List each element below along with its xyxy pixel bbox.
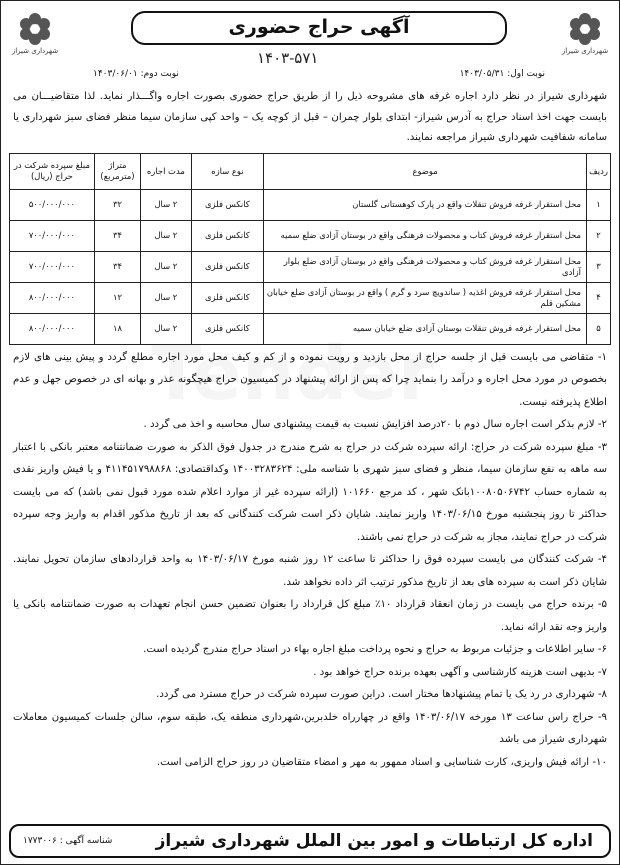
table-row [10,251,611,282]
intro-paragraph: شهرداری شیراز در نظر دارد اجاره غرفه های مشروحه ذیل را از طریق حراج حضوری بصورت اجاره واگـــذار نماید. لذا متقاضیـــان می بایست جهت اخذ اسناد حراج به آدرس شیراز- ابتدای بلوار چمران – قبل از کوچه یک – واحد کپی سازمان سیما منظر فضای سبز شهرداری یا سامانه شفافیت شهرداری شیراز مراجعه نمایند. [13,91,607,143]
condition-item: ۴- شرکت کنندگان می بایست سپرده فوق را حداکثر تا ساعت ۱۲ روز شنبه مورخ ۱۴۰۳/۰۶/۱۷ به واحد قراردادهای سازمان تحویل نمایند. شایان ذکر است به سپرده های بعد از تاریخ مذکور ترتیب اثر داده نخواهد شد. [13,554,607,588]
header-lease-term: مدت اجاره [141,153,191,189]
table-row [10,313,611,344]
cell-row-number: ۵ [587,313,611,344]
cell-row-number: ۴ [587,282,611,313]
cell-structure-type: کانکس فلزی [191,313,264,344]
cell-lease-term: ۲ سال [141,220,191,251]
first-notice-label: نوبت اول: [507,69,545,79]
conditions-list [13,347,607,775]
table-row [10,220,611,251]
notice-header [9,7,611,85]
condition-item: ۵- برنده حراج می بایست در زمان انعقاد قرارداد ۱۰٪ مبلغ کل قرارداد را بعنوان تضمین حسن انجام تعهدات به صورت ضمانتنامه بانکی یا واریز وجه نقد ارائه نماید. [13,599,608,633]
condition-item: ۱- متقاضی می بایست قبل از جلسه حراج از محل بازدید و رویت نموده و از کم و کیف محل مورد اجاره مطلع گردد و پیش بینی های لازم بخصوص در مورد محل اجاره و درآمد را بنماید چرا که پس از ارائه پیشنهاد در کمیسیون حراج هیچگونه عذر و بهانه ای در خصوص جهل و عدم اطلاع پذیرفته نیست. [13,351,607,408]
second-notice-date: ۱۴۰۳/۰۶/۰۱ [93,69,138,79]
logo-caption: شهرداری شیراز [561,47,609,55]
cell-deposit: ۷۰۰/۰۰۰/۰۰۰ [10,251,95,282]
condition-item: ۲- لازم بذکر است اجاره سال دوم با ۲۰درصد افزایش نسبت به قیمت پیشنهادی سال محاسبه و اخذ می گردد . [143,419,607,430]
cell-deposit: ۸۰۰/۰۰۰/۰۰۰ [10,313,95,344]
cell-structure-type: کانکس فلزی [191,282,264,313]
cell-subject: محل استقرار غرفه فروش تنقلات واقع در پارک کوهستانی گلستان [264,189,587,220]
cell-deposit: ۸۰۰/۰۰۰/۰۰۰ [10,282,95,313]
cell-lease-term: ۲ سال [141,282,191,313]
cell-subject: محل استقرار غرفه فروش کتاب و محصولات فرهنگی واقع در بوستان آزادی ضلع بلوار آزادی [264,251,587,282]
cell-lease-term: ۲ سال [141,313,191,344]
condition-item: ۸- شهرداری در رد یک یا تمام پیشنهادها مختار است. دراین صورت سپرده شرکت در حراج مسترد می گردد. [156,689,607,700]
cell-area: ۳۲ [94,189,140,220]
cell-area: ۳۴ [94,220,140,251]
header-deposit: مبلغ سپرده شرکت در حراج (ریال) [10,153,95,189]
cell-lease-term: ۲ سال [141,189,191,220]
cell-deposit: ۷۰۰/۰۰۰/۰۰۰ [10,220,95,251]
cell-area: ۱۲ [94,282,140,313]
notice-footer [9,824,611,858]
municipality-logo-right [561,11,609,69]
header-structure-type: نوع سازه [191,153,264,189]
table-row [10,282,611,313]
first-notice [460,69,545,79]
second-notice [93,69,179,79]
header-subject: موضوع [264,153,587,189]
municipality-logo-left [11,11,59,69]
table-header-row [10,153,611,189]
condition-item: ۷- بدیهی است هزینه کارشناسی و آگهی بعهده برنده حراج خواهد بود . [313,666,607,678]
cell-area: ۱۸ [94,313,140,344]
table-row [10,189,611,220]
flower-logo-icon [567,11,603,47]
notice-id-label: شناسه آگهی : [59,836,113,846]
header-row-number: ردیف [587,153,611,189]
cell-structure-type: کانکس فلزی [191,251,264,282]
footer-department-title: اداره کل ارتباطات و امور بین الملل شهرداری شیراز [155,831,593,851]
condition-item: ۹- حراج راس ساعت ۱۳ مورخه ۱۴۰۳/۰۶/۱۷ واقع در چهارراه خلدبرین،شهرداری منطقه یک، طبقه سوم، سالن جلسات کمیسیون معاملات شهرداری شیراز می باشد [13,711,607,745]
cell-area: ۳۴ [94,251,140,282]
second-notice-label: نوبت دوم: [140,69,179,79]
cell-structure-type: کانکس فلزی [191,220,264,251]
logo-caption: شهرداری شیراز [11,47,59,55]
handwritten-number: ۱۴۰۳-۵۷۱ [257,49,319,67]
cell-row-number: ۳ [587,251,611,282]
notice-title: آگهی حراج حضوری [131,11,507,45]
header-area: متراژ (مترمربع) [94,153,140,189]
auction-items-table [9,153,611,345]
cell-row-number: ۲ [587,220,611,251]
cell-deposit: ۵۰۰/۰۰۰/۰۰۰ [10,189,95,220]
cell-subject: محل استقرار غرفه فروش کتاب و محصولات فرهنگی واقع در بوستان آزادی ضلع سمیه [264,220,587,251]
cell-structure-type: کانکس فلزی [191,189,264,220]
flower-logo-icon [17,11,53,47]
condition-item: ۱۰- ارائه فیش واریزی، کارت شناسایی و اسناد ممهور به مهر و امضاء متقاضیان در روز حراج الزامی است. [156,756,607,768]
condition-item: ۶- سایر اطلاعات و جزئیات مربوط به حراج و نحوه پرداخت مبلغ اجاره بهاء در اسناد حراج مندرج گردیده است. [143,644,607,655]
first-notice-date: ۱۴۰۳/۰۵/۳۱ [459,69,505,79]
cell-subject: محل استقرار غرفه فروش تنقلات بوستان آزادی ضلع خیابان سمیه [264,313,587,344]
notice-id [23,834,112,849]
cell-subject: محل استقرار غرفه فروش اغذیه ( ساندویچ سرد و گرم ) واقع در بوستان آزادی ضلع خیابان مشکین قلم [264,282,587,313]
condition-item: ۳- مبلغ سپرده شرکت در حراج: ارائه سپرده شرکت در حراج به شرح مندرج در جدول فوق الذکر به صورت ضمانتنامه معتبر بانکی با اعتبار سه ماهه به نفع سازمان سیما، منظر و فضای سبز شهری با شناسه ملی: ۱۴۰۰۳۲۸۳۶۲۴ وکداقتصادی: ۴۱۱۴۵۱۷۹۸۸۶۸ و یا فیش واریز نقدی به شماره حساب ۱۰۰۸۰۵۰۶۷۴۲بانک شهر ، کد مرجع ۱۰۱۶۶۰ (ارائه سپرده غیر از موارد اعلام شده مورد قبول نمی باشد) که می بایست حداکثر تا روز پنجشنبه مورخ ۱۴۰۳/۰۶/۱۵ واریز نمایند. شایان ذکر است شرکت کنندگانی که بعد از تاریخ مذکور اقدام به واریز وجه سپرده شرکت در حراج نمایند، مجاز به شرکت در حراج نمی باشند. [13,441,608,543]
cell-row-number: ۱ [587,189,611,220]
notice-id-value: ۱۷۷۳۰۰۶ [23,836,57,846]
cell-lease-term: ۲ سال [141,251,191,282]
